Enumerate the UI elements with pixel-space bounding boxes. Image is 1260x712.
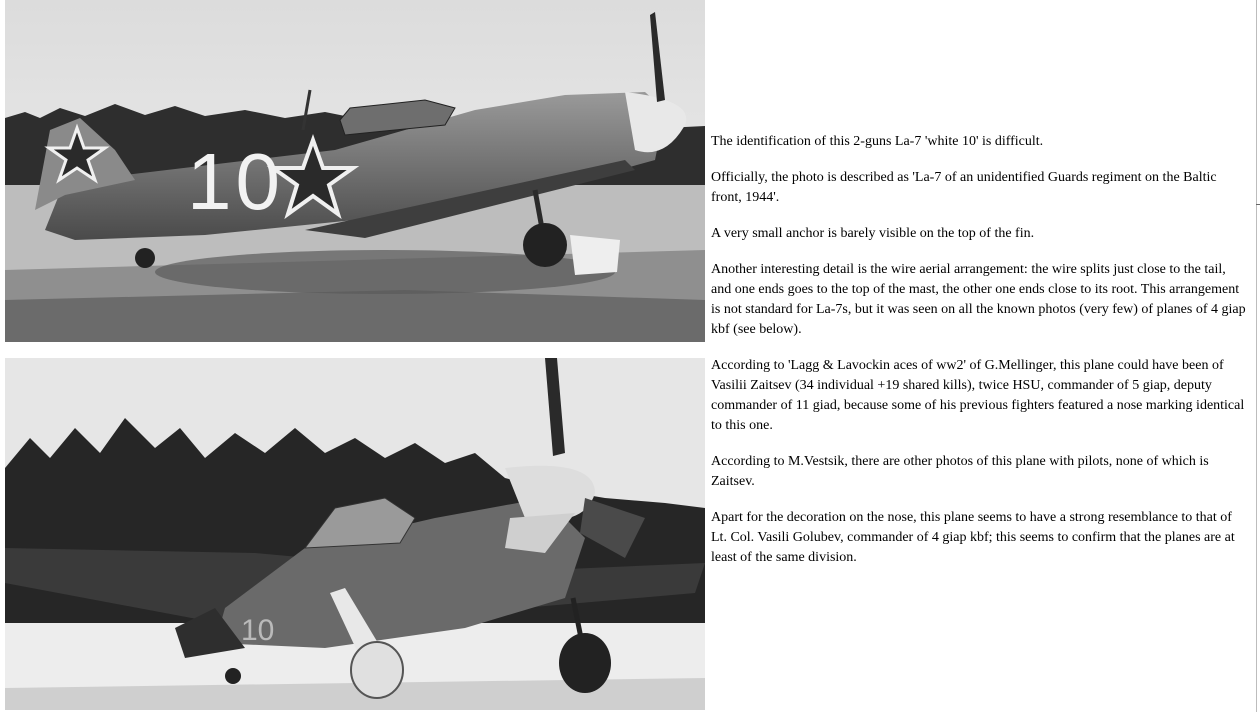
paragraph-mellinger: According to 'Lagg & Lavockin aces of ww2' of G.Mellinger, this plane could have been of Vasilii Zaitsev (34 individual +19 shared kills), twice HSU, commander of 5 giap, deputy commander of 11 giad, because some of his previous fighters featured a nose marking identical to this one. xyxy=(711,358,1245,433)
tail-number-marking: 10 xyxy=(187,137,284,226)
article-text xyxy=(711,132,1247,584)
paragraph-identification: The identification of this 2-guns La-7 'white 10' is difficult. xyxy=(711,134,1044,149)
la7-front-view-photo xyxy=(5,358,705,710)
paragraph-vestsik: According to M.Vestsik, there are other photos of this plane with pilots, none of which is Zaitsev. xyxy=(711,454,1209,489)
page-edge-tick xyxy=(1256,204,1260,205)
paragraph-golubev-resemblance: Apart for the decoration on the nose, this plane seems to have a strong resemblance to that of Lt. Col. Vasili Golubev, commander of 4 giap kbf; this seems to confirm that the planes are at least of the same division. xyxy=(711,510,1235,565)
paragraph-official-description: Officially, the photo is described as 'La-7 of an unidentified Guards regiment on the Baltic front, 1944'. xyxy=(711,170,1217,205)
paragraph-wire-aerial: Another interesting detail is the wire aerial arrangement: the wire splits just close to the tail, and one ends goes to the top of the mast, the other one ends close to its root. This arrangement is not standard for La-7s, but it was seen on all the known photos (very few) of planes of 4 giap kbf (see below). xyxy=(711,262,1246,337)
paragraph-anchor-detail: A very small anchor is barely visible on the top of the fin. xyxy=(711,226,1035,241)
la7-side-view-photo xyxy=(5,0,705,342)
fuselage-number-marking: 10 xyxy=(241,614,275,647)
page-right-border xyxy=(1256,0,1257,712)
